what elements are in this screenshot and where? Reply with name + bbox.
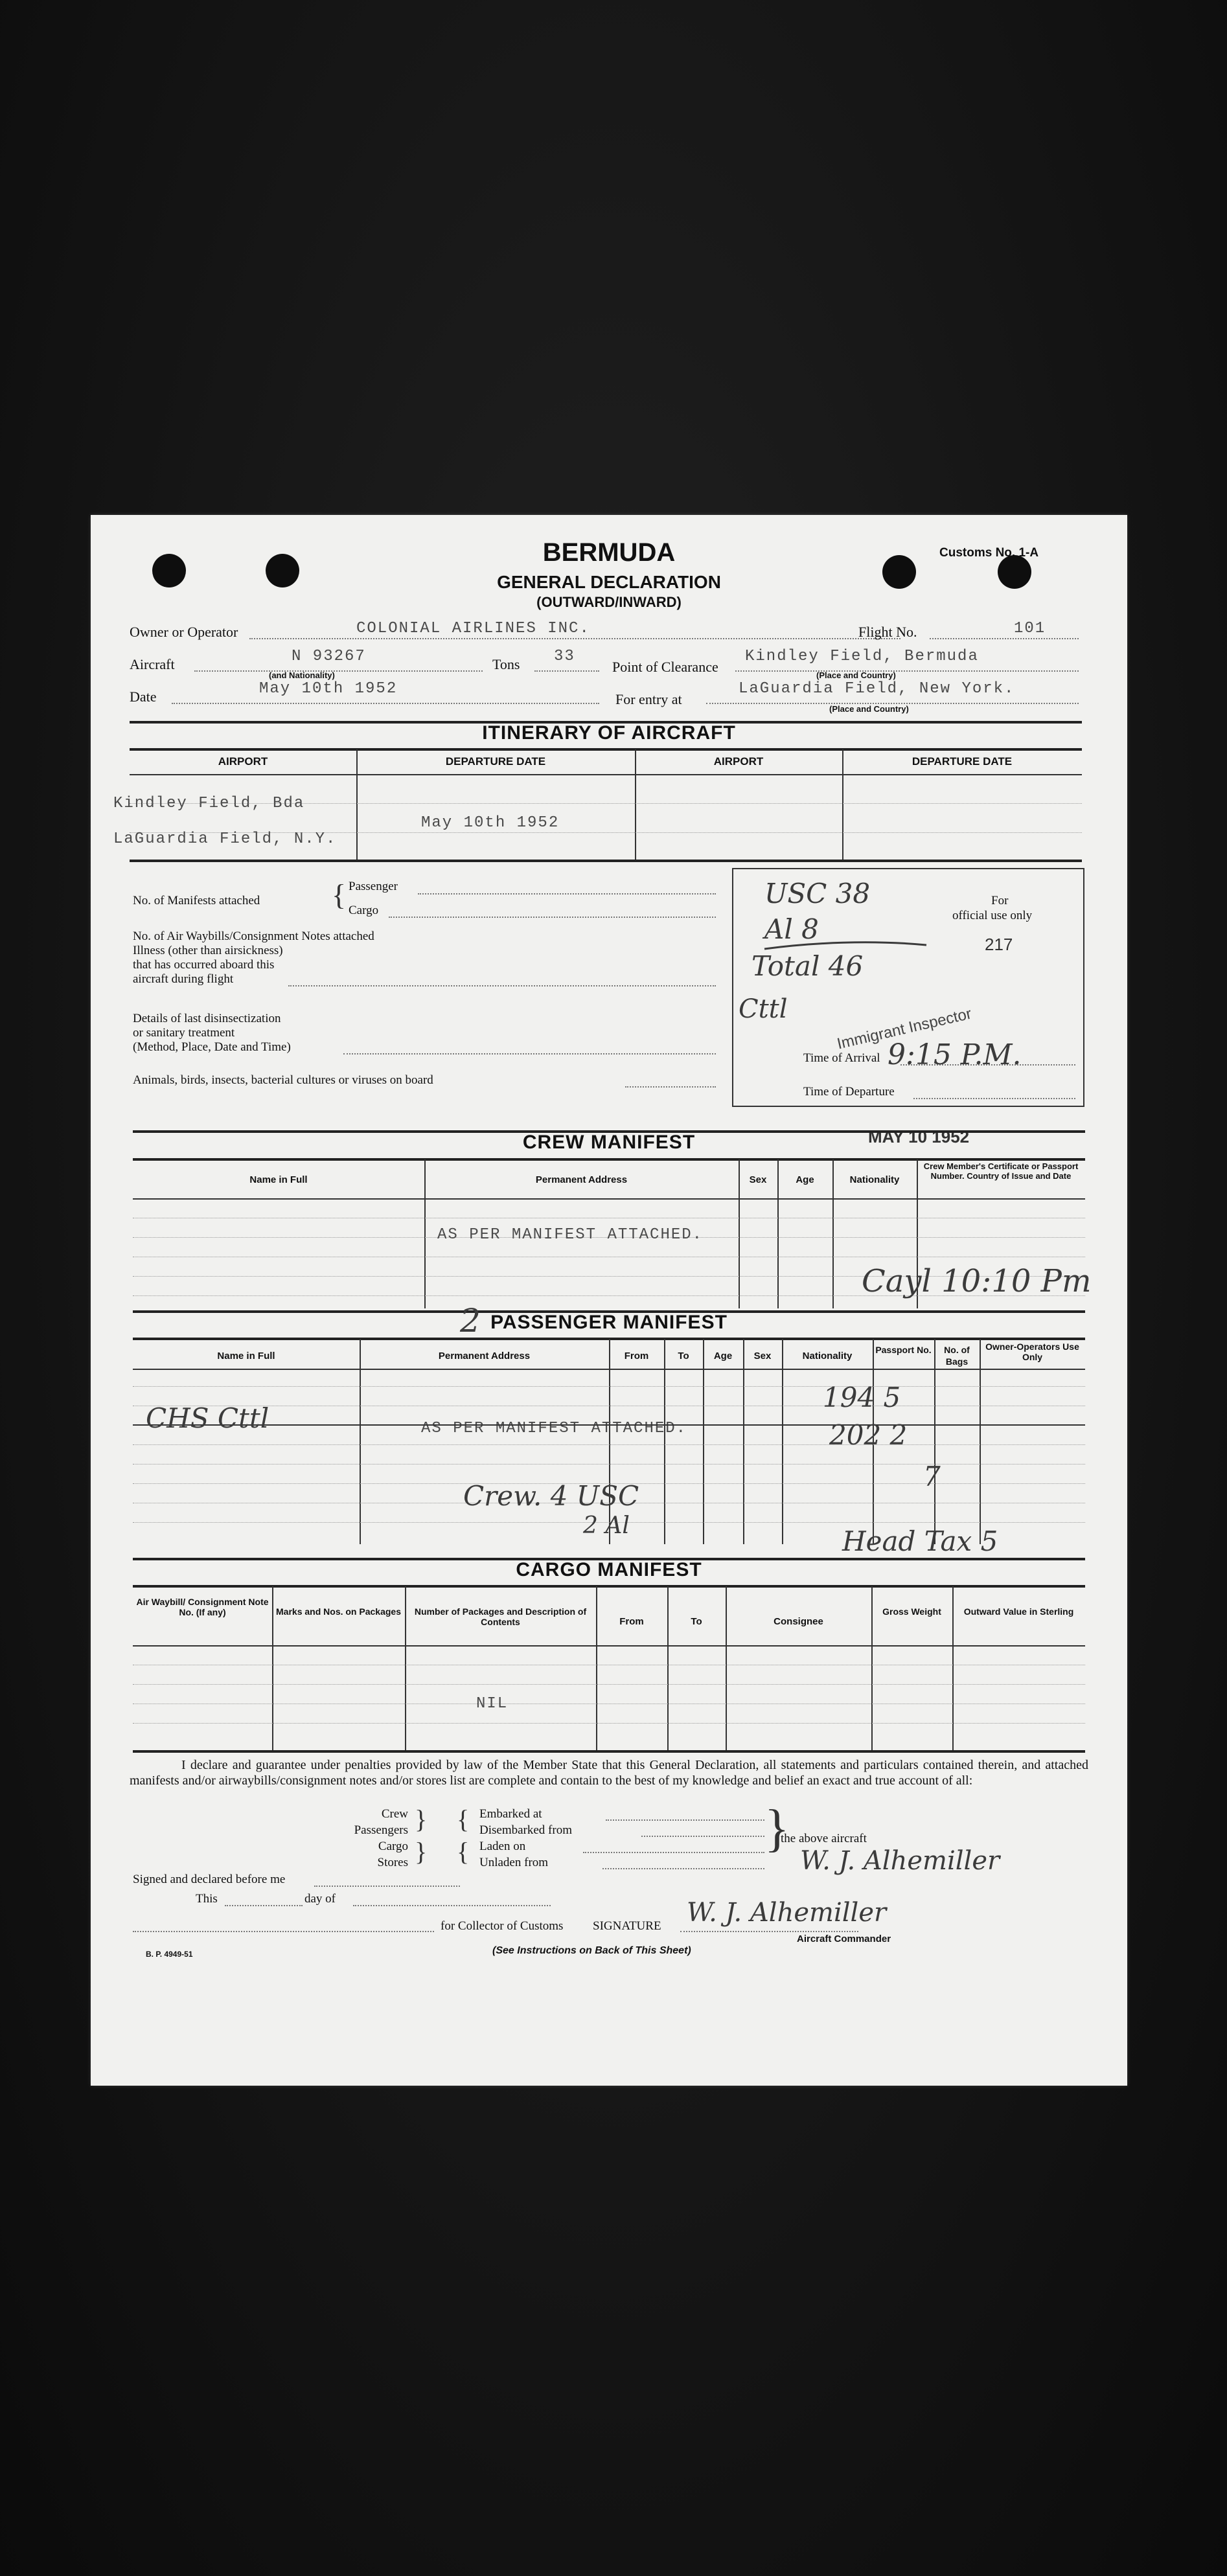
above-aircraft: the above aircraft xyxy=(781,1832,867,1845)
cargo-header-weight: Gross Weight xyxy=(882,1606,941,1617)
immigrant-inspector-stamp: Immigrant Inspector xyxy=(835,1005,974,1053)
this-label: This xyxy=(196,1892,218,1906)
passenger-header-from: From xyxy=(624,1351,649,1362)
aircraft-value: N 93267 xyxy=(292,648,366,665)
itinerary-header-departure-2: DEPARTURE DATE xyxy=(912,755,1013,768)
official-use-label: official use only xyxy=(952,909,1033,922)
cargo-header-consignee: Consignee xyxy=(774,1616,823,1627)
illness-line-2: that has occurred aboard this xyxy=(133,958,275,972)
list-unladen: Unladen from xyxy=(479,1856,549,1869)
disinsect-line-2: or sanitary treatment xyxy=(133,1026,235,1040)
cargo-value: NIL xyxy=(476,1695,509,1713)
passenger-header-address: Permanent Address xyxy=(438,1351,531,1362)
illness-line-3: aircraft during flight xyxy=(133,972,234,986)
itinerary-header-airport: AIRPORT xyxy=(218,755,268,768)
itinerary-header-airport-2: AIRPORT xyxy=(713,755,764,768)
form-subtitle: GENERAL DECLARATION xyxy=(497,572,721,592)
manifests-label: No. of Manifests attached xyxy=(133,894,260,907)
commander-label: Aircraft Commander xyxy=(797,1933,891,1944)
crew-header-address: Permanent Address xyxy=(535,1174,628,1185)
place-country-note: (Place and Country) xyxy=(816,670,896,680)
entry-value: LaGuardia Field, New York. xyxy=(739,680,1015,698)
declaration-list-right xyxy=(479,1806,572,1871)
handwritten-count-3: 7 xyxy=(923,1461,941,1492)
list-disembarked: Disembarked from xyxy=(479,1823,572,1837)
crew-date-stamp: MAY 10 1952 xyxy=(868,1127,970,1146)
form-number: Customs No. 1-A xyxy=(939,546,1039,560)
itinerary-airport-1: Kindley Field, Bda xyxy=(113,795,305,812)
flight-label: Flight No. xyxy=(858,624,917,640)
handwritten-crew-time: Cayl 10:10 Pm xyxy=(862,1263,1092,1299)
crew-header-age: Age xyxy=(796,1174,814,1185)
owner-value: COLONIAL AIRLINES INC. xyxy=(356,620,590,637)
manifest-passenger: Passenger xyxy=(349,880,398,893)
list-laden: Laden on xyxy=(479,1840,526,1853)
handwritten-initials: Cttl xyxy=(739,994,788,1024)
cargo-header-value: Outward Value in Sterling xyxy=(963,1606,1074,1617)
handwritten-signature-2: W. J. Alhemiller xyxy=(687,1898,887,1928)
handwritten-crew-count-2: 2 Al xyxy=(583,1512,630,1539)
clearance-label: Point of Clearance xyxy=(612,659,718,675)
disinsect-line-1: Details of last disinsectization xyxy=(133,1012,281,1025)
handwritten-usc: USC 38 xyxy=(764,878,871,909)
itinerary-departure-1: May 10th 1952 xyxy=(421,814,560,832)
handwritten-arrival-time: 9:15 P.M. xyxy=(888,1038,1022,1071)
crew-header-certificate: Crew Member's Certificate or Passport Number. Country of Issue and Date xyxy=(923,1161,1079,1181)
owner-label: Owner or Operator xyxy=(130,624,238,640)
official-for: For xyxy=(991,894,1009,907)
time-of-arrival-label: Time of Arrival xyxy=(803,1051,880,1065)
day-of-label: day of xyxy=(304,1892,336,1906)
passenger-header-nationality: Nationality xyxy=(802,1351,853,1362)
manifest-cargo: Cargo xyxy=(349,904,379,917)
cargo-header-waybill: Air Waybill/ Consignment Note No. (If any) xyxy=(136,1597,269,1617)
cargo-header-to: To xyxy=(691,1616,702,1627)
handwritten-al: Al 8 xyxy=(764,913,819,945)
handwritten-count-1: 194 5 xyxy=(823,1382,901,1413)
itinerary-title: ITINERARY OF AIRCRAFT xyxy=(482,722,736,744)
itinerary-header-departure: DEPARTURE DATE xyxy=(445,755,546,768)
entry-label: For entry at xyxy=(615,691,682,707)
passenger-header-age: Age xyxy=(713,1351,733,1362)
place-country-note-2: (Place and Country) xyxy=(829,704,909,714)
form-code: B. P. 4949-51 xyxy=(146,1950,193,1959)
official-stamp-number: 217 xyxy=(985,935,1013,954)
passenger-header-owner-use: Owner-Operators Use Only xyxy=(985,1341,1079,1362)
date-value: May 10th 1952 xyxy=(259,680,398,698)
list-embarked: Embarked at xyxy=(479,1807,542,1821)
handwritten-crew-count: Crew. 4 USC xyxy=(463,1480,639,1512)
handwritten-passenger-prefix: 2 xyxy=(460,1302,481,1339)
disinsect-line-3: (Method, Place, Date and Time) xyxy=(133,1040,291,1054)
handwritten-signature-1: W. J. Alhemiller xyxy=(800,1846,1000,1876)
passenger-header-sex: Sex xyxy=(753,1351,772,1362)
clearance-value: Kindley Field, Bermuda xyxy=(745,648,979,665)
instructions-note: (See Instructions on Back of This Sheet) xyxy=(492,1945,691,1956)
form-direction: (OUTWARD/INWARD) xyxy=(536,594,682,610)
signature-label: SIGNATURE xyxy=(593,1919,661,1933)
list-cargo: Cargo xyxy=(378,1840,408,1853)
animals-label: Animals, birds, insects, bacterial cultures or viruses on board xyxy=(133,1073,433,1087)
cargo-header-marks: Marks and Nos. on Packages xyxy=(276,1606,401,1617)
handwritten-head-tax: Head Tax 5 xyxy=(842,1525,998,1557)
handwritten-passenger-initials: CHS Cttl xyxy=(146,1402,269,1434)
declaration-list-left xyxy=(343,1806,408,1871)
crew-manifest-title: CREW MANIFEST xyxy=(522,1132,696,1153)
flight-value: 101 xyxy=(1014,620,1046,637)
list-stores: Stores xyxy=(377,1856,408,1869)
crew-header-name: Name in Full xyxy=(249,1174,308,1185)
declaration-text: I declare and guarantee under penalties provided by law of the Member State that this General Declaration, all statements and particulars contained therein, and attached manifests and/or airwaybills/consignment notes and/or stores list are complete and contain to the best of my knowledge and belief an exact and true account of all: xyxy=(130,1758,1088,1788)
passenger-note: AS PER MANIFEST ATTACHED. xyxy=(421,1420,687,1437)
crew-header-sex: Sex xyxy=(749,1174,767,1185)
passenger-header-passport: Passport No. xyxy=(875,1345,932,1355)
passenger-manifest-title: PASSENGER MANIFEST xyxy=(490,1312,728,1333)
handwritten-count-2: 202 2 xyxy=(829,1419,908,1451)
aircraft-label: Aircraft xyxy=(130,656,175,672)
tons-label: Tons xyxy=(492,656,520,672)
illness-line-1: Illness (other than airsickness) xyxy=(133,944,283,957)
handwritten-total: Total 46 xyxy=(751,950,864,982)
list-crew: Crew xyxy=(381,1807,408,1821)
signed-label: Signed and declared before me xyxy=(133,1873,286,1886)
cargo-manifest-title: CARGO MANIFEST xyxy=(516,1559,702,1580)
cargo-header-packages: Number of Packages and Description of Contents xyxy=(414,1606,587,1627)
declaration-sheet: BERMUDA GENERAL DECLARATION (OUTWARD/INWARD) Customs No. 1-A Owner or Operator COLONIAL AIRLINES INC. Flight No. 101 Aircraft N 93267 (and Nationality) Tons 33 Point of Clearance Kindley Field, Bermuda (Place and Country) Date May 10th 1952 For entry at LaGuardia Field, New York. (Place and Country) ITINERARY OF AIRCRAFT AIRPORT DEPARTURE DATE AIRPORT DEPARTURE DATE Kindley Field, Bda LaGuardia Field, N.Y. May 10th 1952 No. of Manifests attached { Passenger Cargo No. of Air Waybills/Consignment Notes attached Illness (other than airsickness) that has occurred aboard this aircraft during flight Details of last disinsectization or sanitary treatment (Method, Place, Date and Time) Animals, birds, insects, bacterial cultures or viruses on board For official use only 217 Immigrant Inspector Time of Arrival Time of Departure USC 38 Al 8 Total 46 Cttl 9:15 P.M. MAY 10 1952 CREW MANIFEST Name in Full Permanent Address Sex Age Nationality Crew Member's Certificate or Passport Number. Country of Issue and Date AS PER MANIFEST ATTACHED. Cayl 10:10 Pm PASSENGER MANIFEST 2 Name in Full Permanent Address From To Age Sex Nationality Passport No. No. of Bags Owner-Operators Use Only AS PER MANIFEST ATTACHED. CHS Cttl 194 5 202 2 7 Crew. 4 USC 2 Al Head Tax 5 CARGO MANIFEST Air Waybill/ Consignment Note No. (If any) Marks and Nos. on Packages Number of Packages and Description of Contents From To Consignee Gross Weight Outward Value in Sterling NIL I declare and guarantee under penalties provided by law of the Member State that this General Declaration, all statements and particulars contained therein, and attached manifests and/or airwaybills/consignment notes and/or stores list are complete and contain to the best of my knowledge and belief an exact and true account of all: Crew Passengers Cargo Stores } } { { Embarked at Disembarked from Laden on Unladen from } the above aircraft Signed and declared before me This day of for Collector of Customs SIGNATURE Aircraft Commander (See Instructions on Back of This Sheet) B. P. 4949-51 W. J. Alhemiller W. J. Alhemiller xyxy=(91,515,1127,2086)
waybills-label: No. of Air Waybills/Consignment Notes attached xyxy=(133,929,374,943)
handwritten-underline xyxy=(761,936,930,955)
crew-note: AS PER MANIFEST ATTACHED. xyxy=(437,1226,704,1244)
itinerary-airport-2: LaGuardia Field, N.Y. xyxy=(113,830,337,848)
form-title: BERMUDA xyxy=(542,538,676,567)
tons-value: 33 xyxy=(554,648,575,665)
passenger-header-to: To xyxy=(678,1351,689,1362)
passenger-header-name: Name in Full xyxy=(217,1351,275,1362)
cargo-header-from: From xyxy=(619,1616,644,1627)
date-label: Date xyxy=(130,689,157,705)
passenger-header-bags: No. of Bags xyxy=(944,1345,970,1367)
nationality-note: (and Nationality) xyxy=(269,670,335,680)
list-passengers: Passengers xyxy=(354,1823,408,1837)
time-of-departure-label: Time of Departure xyxy=(803,1085,895,1099)
crew-header-nationality: Nationality xyxy=(849,1174,900,1185)
collector-label: for Collector of Customs xyxy=(441,1919,564,1933)
